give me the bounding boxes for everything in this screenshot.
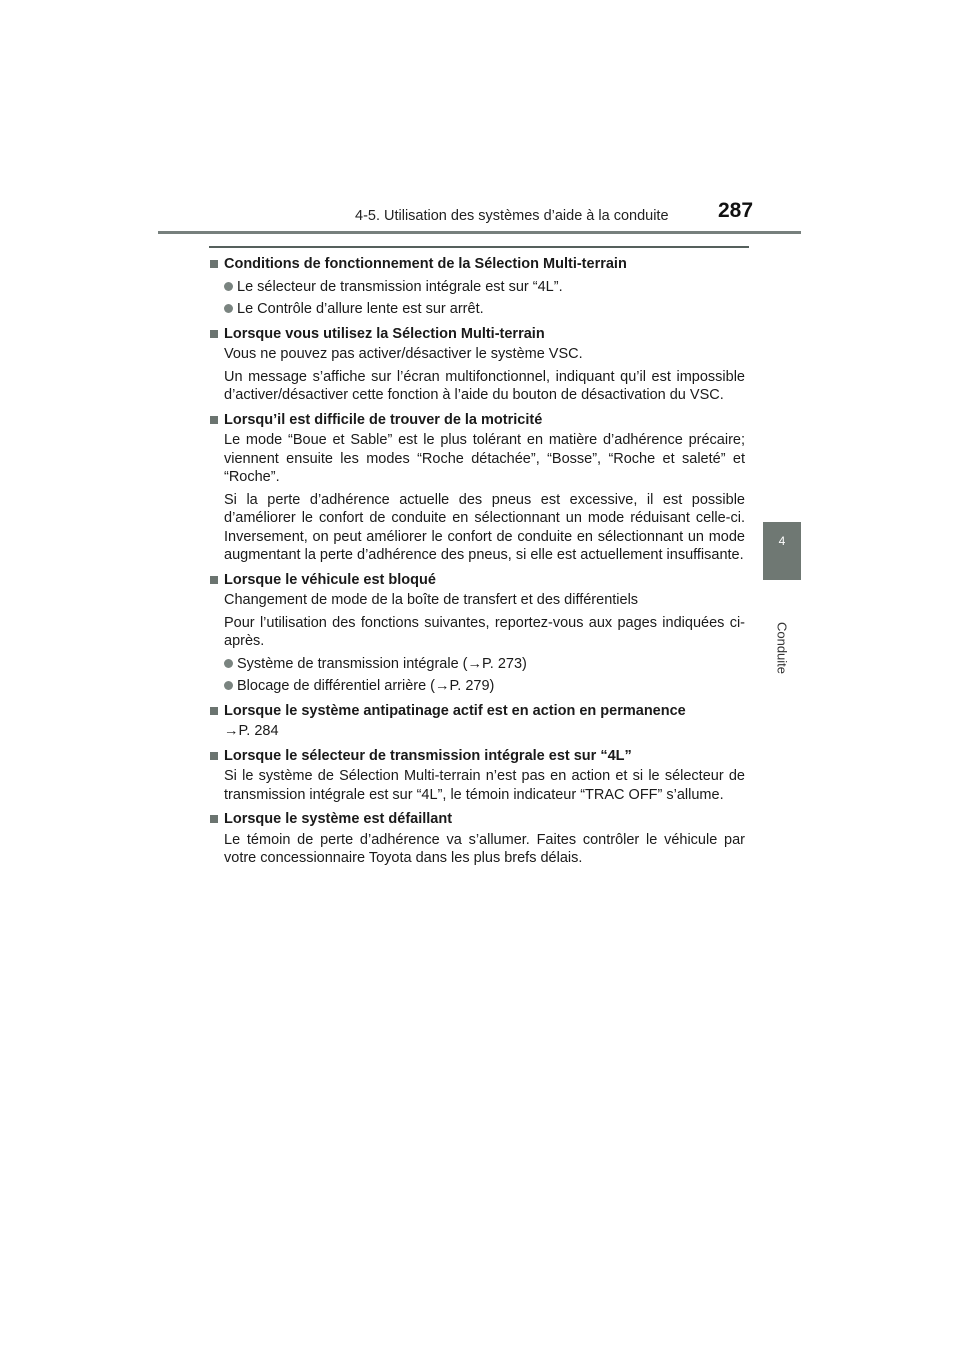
body-paragraph: Le témoin de perte d’adhérence va s’allumer. Faites contrôler le véhicule par votre concessionnaire Toyota dans les plus brefs délais.: [224, 831, 745, 866]
round-bullet-icon: [224, 304, 233, 313]
square-bullet-icon: [210, 752, 218, 760]
chapter-number: 4: [778, 534, 786, 548]
square-bullet-icon: [210, 260, 218, 268]
body-paragraph: Un message s’affiche sur l’écran multifonctionnel, indiquant qu’il est impossible d’activer/désactiver cette fonction à l’aide du bouton de désactivation du VSC.: [224, 368, 745, 403]
heading-text: Lorsque vous utilisez la Sélection Multi-terrain: [224, 325, 545, 342]
bullet-text: Système de transmission intégrale (→P. 273): [237, 655, 527, 672]
bullet-item: [210, 677, 745, 696]
bullet-text: Le sélecteur de transmission intégrale est sur “4L”.: [237, 278, 563, 295]
heading-text: Lorsque le système est défaillant: [224, 811, 453, 827]
body-paragraph: Changement de mode de la boîte de transfert et des différentiels: [224, 592, 639, 608]
bullet-text: Blocage de différentiel arrière (→P. 279): [237, 678, 495, 694]
square-bullet-icon: [210, 707, 218, 715]
heading-text: Lorsque le véhicule est bloqué: [224, 571, 436, 588]
body-paragraph: Vous ne pouvez pas activer/désactiver le système VSC.: [224, 346, 583, 362]
body-paragraph: Le mode “Boue et Sable” est le plus tolérant en matière d’adhérence précaire; viennent ensuite les modes “Roche détachée”, “Bosse”, “Roche et saleté” et “Roche”.: [224, 432, 745, 485]
section-heading: [210, 255, 745, 274]
body-paragraph: Pour l’utilisation des fonctions suivantes, reportez-vous aux pages indiquées ci-après.: [224, 614, 745, 649]
header-rule: [158, 231, 801, 234]
bullet-text: Le Contrôle d’allure lente est sur arrêt.: [237, 301, 484, 317]
square-bullet-icon: [210, 815, 218, 823]
round-bullet-icon: [224, 681, 233, 690]
round-bullet-icon: [224, 659, 233, 668]
body-paragraph: →P. 284: [224, 723, 279, 739]
section-heading: [210, 810, 745, 829]
bullet-item: [210, 300, 745, 319]
body-paragraph: Si la perte d’adhérence actuelle des pneus est excessive, il est possible d’améliorer le confort de conduite en sélectionnant un mode réduisant celle-ci. Inversement, on peut améliorer le confort de conduite en sélectionnant un mode augmentant la perte d’adhérence des pneus, si elle est actuellement insuffisante.: [224, 491, 745, 563]
page-number: 287: [718, 199, 754, 222]
square-bullet-icon: [210, 576, 218, 584]
page-content: [210, 255, 745, 868]
square-bullet-icon: [210, 330, 218, 338]
section-title: 4-5. Utilisation des systèmes d’aide à la conduite: [355, 208, 669, 224]
chapter-label: Conduite: [774, 621, 790, 675]
heading-text: Lorsque le système antipatinage actif est en action en permanence: [224, 702, 686, 719]
section-heading: [210, 747, 745, 766]
section-heading: [210, 571, 745, 590]
bullet-item: [210, 655, 745, 674]
square-bullet-icon: [210, 416, 218, 424]
heading-text: Conditions de fonctionnement de la Sélection Multi-terrain: [224, 256, 627, 272]
section-heading: [210, 702, 745, 721]
bullet-item: [210, 278, 745, 297]
body-paragraph: Si le système de Sélection Multi-terrain n’est pas en action et si le sélecteur de transmission intégrale est sur “4L”, le témoin indicateur “TRAC OFF” s’allume.: [224, 768, 745, 803]
heading-text: Lorsqu’il est difficile de trouver de la motricité: [224, 411, 543, 428]
section-heading: [210, 411, 745, 430]
heading-text: Lorsque le sélecteur de transmission intégrale est sur “4L”: [224, 747, 632, 764]
content-rule: [209, 246, 749, 248]
section-heading: [210, 325, 745, 344]
round-bullet-icon: [224, 282, 233, 291]
